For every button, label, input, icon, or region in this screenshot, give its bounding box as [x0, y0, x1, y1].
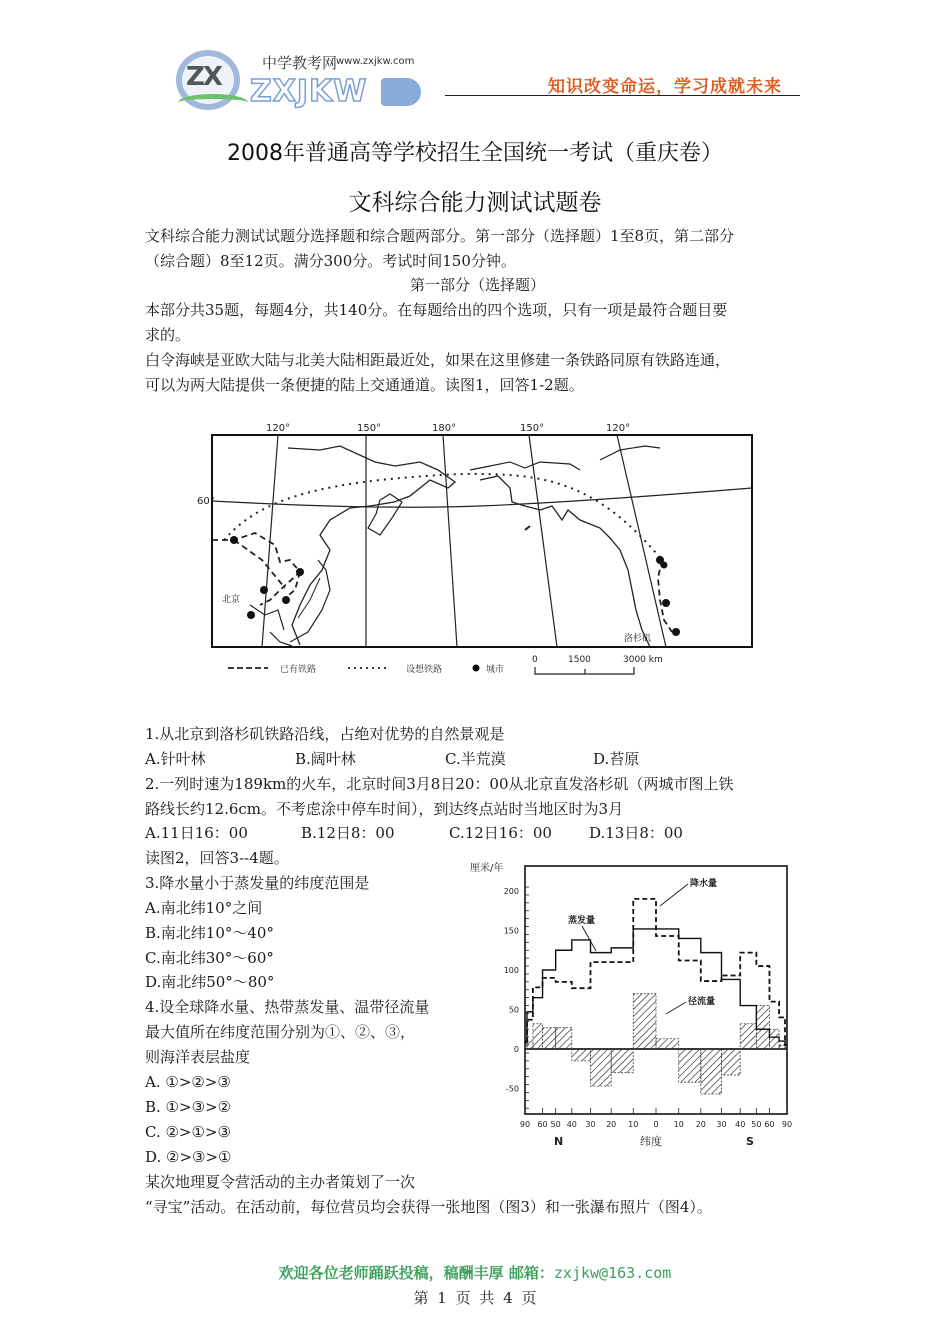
q3-option-a[interactable]: A.南北纬10°之间 — [145, 899, 263, 917]
passage1-line-2: 可以为两大陆提供一条便捷的陆上交通通道。读图1，回答1-2题。 — [145, 376, 584, 394]
svg-text:0: 0 — [513, 1045, 519, 1054]
figure-1-rail-map — [180, 410, 780, 695]
q1-option-a[interactable]: A.针叶林 — [145, 750, 206, 768]
legend-existing-rail: 已有铁路 — [280, 665, 317, 675]
scale-label: 3000 km — [623, 655, 663, 665]
svg-text:60: 60 — [764, 1120, 775, 1129]
question-2-options — [145, 821, 810, 846]
series-label-evaporation: 蒸发量 — [568, 916, 596, 926]
svg-text:60: 60 — [537, 1120, 548, 1129]
lon-label: 150° — [357, 423, 382, 434]
svg-text:10: 10 — [673, 1120, 684, 1129]
footer-invite-text: 欢迎各位老师踊跃投稿，稿酬丰厚 邮箱： — [278, 1264, 554, 1282]
question-2-stem-line-2: 路线长约12.6cm。不考虑涂中停车时间），到达终点站时当地区时为3月 — [145, 800, 624, 818]
question-4-stem-line-3: 则海洋表层盐度 — [145, 1048, 251, 1066]
q1-option-d[interactable]: D.苔原 — [593, 750, 640, 768]
footer-email-link[interactable]: zxjkw@163.com — [553, 1264, 672, 1282]
scale-label: 0 — [532, 655, 538, 665]
city-label-beijing: 北京 — [222, 595, 241, 605]
question-4-stem-line-1: 4.设全球降水量、热带蒸发量、温带径流量 — [145, 998, 430, 1016]
page-number: 第 1 页 共 4 页 — [413, 1289, 537, 1307]
question-3-stem: 3.降水量小于蒸发量的纬度范围是 — [145, 874, 370, 892]
svg-text:200: 200 — [503, 887, 519, 896]
intro-line-1: 文科综合能力测试试题分选择题和综合题两部分。第一部分（选择题）1至8页，第二部分 — [145, 227, 735, 245]
x-label-south: S — [746, 1135, 754, 1148]
q2-option-d[interactable]: D.13日8：00 — [589, 824, 683, 842]
lon-label: 120° — [606, 423, 631, 434]
q2-option-a[interactable]: A.11日16：00 — [145, 824, 248, 842]
svg-text:50: 50 — [508, 1005, 519, 1015]
question-2-stem-line-1: 2.一列时速为189km的火车，北京时间3月8日20：00从北京直发洛杉矶（两城市图上铁 — [145, 775, 734, 793]
logo-url: www.zxjkw.com — [336, 56, 415, 67]
exam-title: 2008年普通高等学校招生全国统一考试（重庆卷） — [227, 141, 723, 166]
q3-option-b[interactable]: B.南北纬10°～40° — [145, 924, 274, 942]
svg-text:150: 150 — [503, 926, 519, 936]
y-axis-label: 厘米/年 — [470, 863, 504, 874]
lon-label: 150° — [520, 423, 545, 434]
svg-text:0: 0 — [653, 1120, 659, 1129]
series-label-precipitation: 降水量 — [690, 879, 718, 889]
svg-text:30: 30 — [716, 1120, 727, 1129]
svg-text:90: 90 — [519, 1120, 531, 1129]
svg-text:50: 50 — [550, 1120, 561, 1129]
q4-option-c[interactable]: C. ②>①>③ — [145, 1123, 231, 1141]
svg-text:-50: -50 — [505, 1084, 519, 1094]
q1-option-b[interactable]: B.阔叶林 — [295, 750, 356, 768]
logo-swoosh-icon — [178, 94, 248, 111]
passage-2: 读图2，回答3--4题。 — [145, 849, 289, 867]
x-label-north: N — [554, 1135, 564, 1148]
svg-text:50: 50 — [751, 1120, 762, 1129]
logo-badge-text: ZX — [186, 62, 221, 92]
passage-3-line-2: “寻宝”活动。在活动前，每位营员均会获得一张地图（图3）和一张瀑布照片（图4）。 — [145, 1198, 712, 1216]
svg-text:20: 20 — [695, 1120, 706, 1129]
q4-option-d[interactable]: D. ②>③>① — [145, 1148, 232, 1166]
q2-option-b[interactable]: B.12日8：00 — [301, 824, 395, 842]
q4-option-b[interactable]: B. ①>③>② — [145, 1098, 232, 1116]
scale-label: 1500 — [568, 655, 591, 665]
q3-option-d[interactable]: D.南北纬50°～80° — [145, 973, 275, 991]
svg-text:20: 20 — [606, 1120, 617, 1129]
svg-text:100: 100 — [503, 966, 519, 975]
intro-line-2: （综合题）8至12页。满分300分。考试时间150分钟。 — [145, 252, 516, 270]
question-4-stem-line-2: 最大值所在纬度范围分别为①、②、③， — [145, 1023, 416, 1041]
x-axis-label: 纬度 — [640, 1135, 662, 1148]
svg-text:90: 90 — [781, 1120, 793, 1129]
question-1-options — [145, 747, 810, 772]
series-label-runoff: 径流量 — [688, 997, 716, 1007]
header-slogan: 知识改变命运，学习成就未来 — [548, 77, 782, 97]
passage-3-line-1: 某次地理夏令营活动的主办者策划了一次 — [145, 1173, 416, 1191]
svg-text:40: 40 — [735, 1120, 746, 1129]
svg-text:10: 10 — [628, 1120, 639, 1129]
figure-2-water-balance-chart — [468, 856, 813, 1156]
passage1-line-1: 白令海峡是亚欧大陆与北美大陆相距最近处，如果在这里修建一条铁路同原有铁路连通， — [145, 351, 731, 369]
part1-desc-line-1: 本部分共35题，每题4分，共140分。在每题给出的四个选项，只有一项是最符合题目要 — [145, 301, 728, 319]
lon-label: 120° — [266, 423, 291, 434]
lon-label: 180° — [432, 423, 457, 434]
q4-option-a[interactable]: A. ①>②>③ — [145, 1073, 231, 1091]
q1-option-c[interactable]: C.半荒漠 — [445, 750, 506, 768]
q2-option-c[interactable]: C.12日16：00 — [449, 824, 552, 842]
lat-label: 60° — [197, 496, 215, 507]
site-logo[interactable] — [176, 46, 421, 116]
exam-subtitle: 文科综合能力测试试题卷 — [348, 190, 602, 216]
logo-wordmark: ZXJKW — [250, 74, 368, 109]
city-label-los-angeles: 洛杉矶 — [624, 634, 652, 644]
svg-text:40: 40 — [566, 1120, 577, 1129]
q3-option-c[interactable]: C.南北纬30°～60° — [145, 949, 274, 967]
svg-text:30: 30 — [585, 1120, 596, 1129]
part1-desc-line-2: 求的。 — [145, 326, 191, 344]
header-divider — [445, 95, 800, 96]
logo-leaf-icon — [381, 78, 421, 106]
part1-heading: 第一部分（选择题） — [409, 276, 545, 294]
footer-invite — [0, 1262, 950, 1283]
legend-city: 城市 — [486, 665, 505, 675]
question-1-stem: 1.从北京到洛杉矶铁路沿线，占绝对优势的自然景观是 — [145, 725, 505, 743]
legend-planned-rail: 设想铁路 — [406, 665, 443, 675]
logo-site-name: 中学教考网 — [262, 54, 338, 72]
